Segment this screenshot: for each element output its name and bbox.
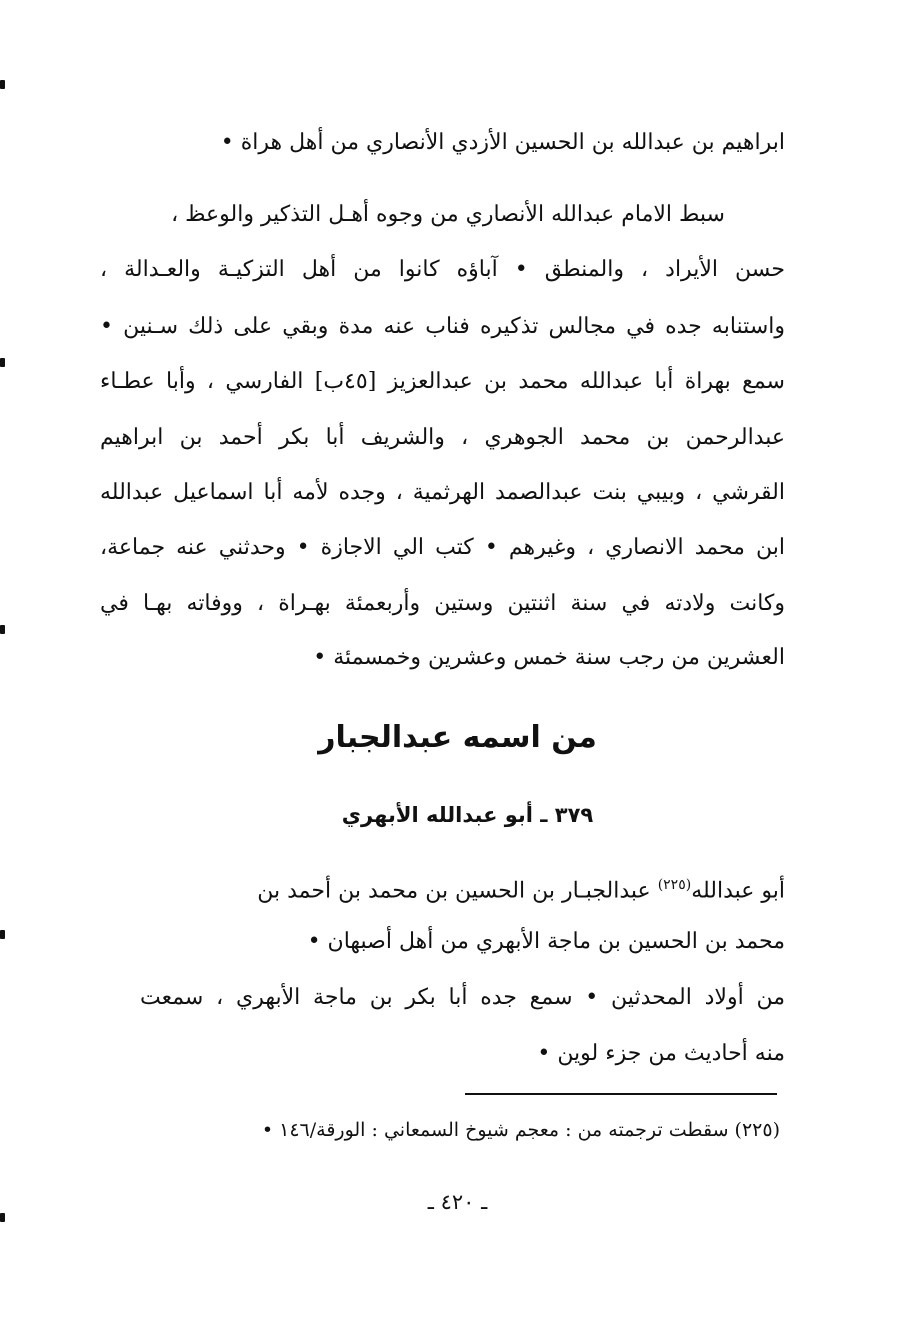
entry-text-line: سبط الامام عبدالله الأنصاري من وجوه أهـل التذكير والوعظ ، <box>171 202 725 227</box>
entry-first-line <box>140 870 785 906</box>
footnote-separator <box>465 1093 777 1095</box>
entry-text-line: القرشي ، وبيبي بنت عبدالصمد الهرثمية ، وجده لأمه أبا اسماعيل عبدالله <box>100 480 785 505</box>
entry-text-line: من أولاد المحدثين • سمع جده أبا بكر بن ماجة الأبهري ، سمعت <box>140 985 785 1010</box>
page-number: ـ ٤٢٠ ـ <box>427 1190 488 1214</box>
entry-text-line: محمد بن الحسين بن ماجة الأبهري من أهل أصبهان • <box>307 929 785 954</box>
section-heading: من اسمه عبدالجبار <box>318 720 597 755</box>
entry-text-line: سمع بهراة أبا عبدالله محمد بن عبدالعزيز [٤٥ب] الفارسي ، وأبا عطـاء <box>100 369 785 394</box>
margin-mark <box>0 1213 5 1222</box>
entry-text-line: حسن الأيراد ، والمنطق • آباؤه كانوا من أهل التزكيـة والعـدالة ، <box>100 257 785 282</box>
entry-text-line: ابن محمد الانصاري ، وغيرهم • كتب الي الاجازة • وحدثني عنه جماعة، <box>100 535 785 560</box>
entry-text-line: واستنابه جده في مجالس تذكيره فناب عنه مدة وبقي على ذلك سـنين • <box>100 314 785 339</box>
footnote-marker: (٢٢٥) <box>657 877 692 893</box>
entry-text-line: عبدالرحمن بن محمد الجوهري ، والشريف أبا بكر أحمد بن ابراهيم <box>100 425 785 450</box>
entry-text-line: ابراهيم بن عبدالله بن الحسين الأزدي الأنصاري من أهل هراة • <box>220 130 785 155</box>
margin-mark <box>0 930 5 939</box>
entry-first-line-start: أبو عبدالله <box>691 878 785 904</box>
margin-mark <box>0 358 5 367</box>
entry-first-line-rest: عبدالجبـار بن الحسين بن محمد بن أحمد بن <box>257 878 658 904</box>
entry-text-line: منه أحاديث من جزء لوين • <box>537 1041 785 1066</box>
entry-body <box>140 0 785 1080</box>
footnote: (٢٢٥) سقطت ترجمته من : معجم شيوخ السمعاني : الورقة/١٤٦ • <box>261 1119 780 1141</box>
margin-mark <box>0 80 5 89</box>
entry-heading: ٣٧٩ ـ أبو عبدالله الأبهري <box>341 803 594 827</box>
entry-text-line: العشرين من رجب سنة خمس وعشرين وخمسمئة • <box>313 645 785 670</box>
entry-text-line: وكانت ولادته في سنة اثنتين وستين وأربعمئة بهـراة ، ووفاته بهـا في <box>100 591 785 616</box>
margin-mark <box>0 625 5 634</box>
